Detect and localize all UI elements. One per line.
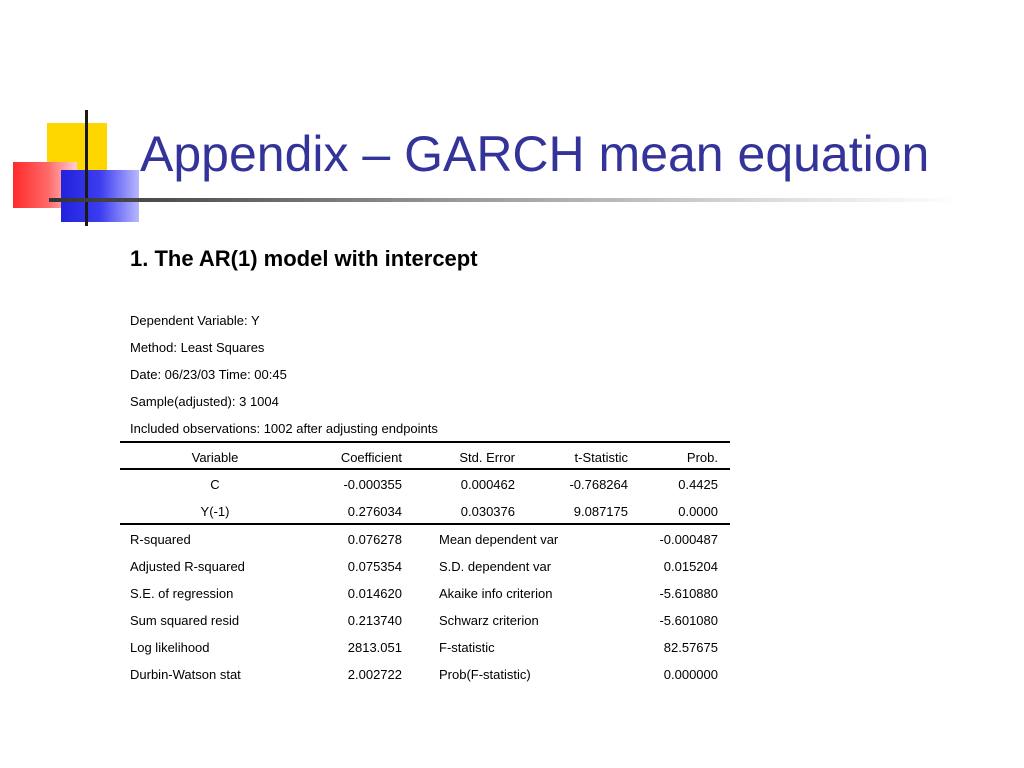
decor-vertical-line — [85, 110, 88, 226]
meta-dependent-variable: Dependent Variable: Y — [130, 313, 260, 328]
stat-label: R-squared — [130, 532, 191, 547]
meta-sample: Sample(adjusted): 3 1004 — [130, 394, 279, 409]
coef-prob-cell: 0.4425 — [678, 477, 718, 492]
stat-value: 2813.051 — [347, 640, 402, 655]
meta-date-time: Date: 06/23/03 Time: 00:45 — [130, 367, 287, 382]
table-rule-header — [120, 468, 730, 470]
stat-label: Schwarz criterion — [439, 613, 539, 628]
stat-label: Durbin-Watson stat — [130, 667, 241, 682]
column-header-std-error: Std. Error — [459, 450, 515, 465]
stat-value: 0.076278 — [347, 532, 402, 547]
slide-title: Appendix – GARCH mean equation — [140, 126, 930, 182]
stat-label: Adjusted R-squared — [130, 559, 245, 574]
stat-label: Log likelihood — [130, 640, 210, 655]
stat-label: Sum squared resid — [130, 613, 240, 628]
meta-method: Method: Least Squares — [130, 340, 265, 355]
stat-value: -5.601080 — [659, 613, 718, 628]
stat-value: 0.213740 — [347, 613, 402, 628]
coef-t-statistic-cell: -0.768264 — [569, 477, 628, 492]
stat-value: 0.015204 — [663, 559, 718, 574]
stat-label: F-statistic — [439, 640, 495, 655]
stat-value: 0.075354 — [347, 559, 402, 574]
stat-value: 0.000000 — [663, 667, 718, 682]
table-rule-top — [120, 441, 730, 443]
coef-coefficient-cell: 0.276034 — [347, 504, 402, 519]
stat-label: Prob(F-statistic) — [439, 667, 531, 682]
stat-label: Mean dependent var — [439, 532, 559, 547]
decor-blue-rectangle — [61, 170, 139, 222]
coef-coefficient-cell: -0.000355 — [343, 477, 402, 492]
stat-value: -0.000487 — [659, 532, 718, 547]
coef-t-statistic-cell: 9.087175 — [573, 504, 628, 519]
column-header-t-statistic: t-Statistic — [574, 450, 628, 465]
stat-value: -5.610880 — [659, 586, 718, 601]
column-header-variable: Variable — [191, 450, 239, 465]
stat-label: S.E. of regression — [130, 586, 234, 601]
coef-variable-cell: Y(-1) — [200, 504, 230, 519]
meta-observations: Included observations: 1002 after adjusting endpoints — [130, 421, 438, 436]
stat-label: S.D. dependent var — [439, 559, 552, 574]
table-rule-bottom — [120, 523, 730, 525]
coef-variable-cell: C — [210, 477, 220, 492]
stat-value: 0.014620 — [347, 586, 402, 601]
column-header-coefficient: Coefficient — [340, 450, 402, 465]
column-header-prob: Prob. — [686, 450, 718, 465]
coef-std-error-cell: 0.000462 — [460, 477, 515, 492]
stat-label: Akaike info criterion — [439, 586, 553, 601]
title-underline — [49, 198, 959, 202]
coef-prob-cell: 0.0000 — [678, 504, 718, 519]
coef-std-error-cell: 0.030376 — [460, 504, 515, 519]
slide-subtitle: 1. The AR(1) model with intercept — [130, 246, 478, 271]
stat-value: 82.57675 — [663, 640, 718, 655]
stat-value: 2.002722 — [347, 667, 402, 682]
